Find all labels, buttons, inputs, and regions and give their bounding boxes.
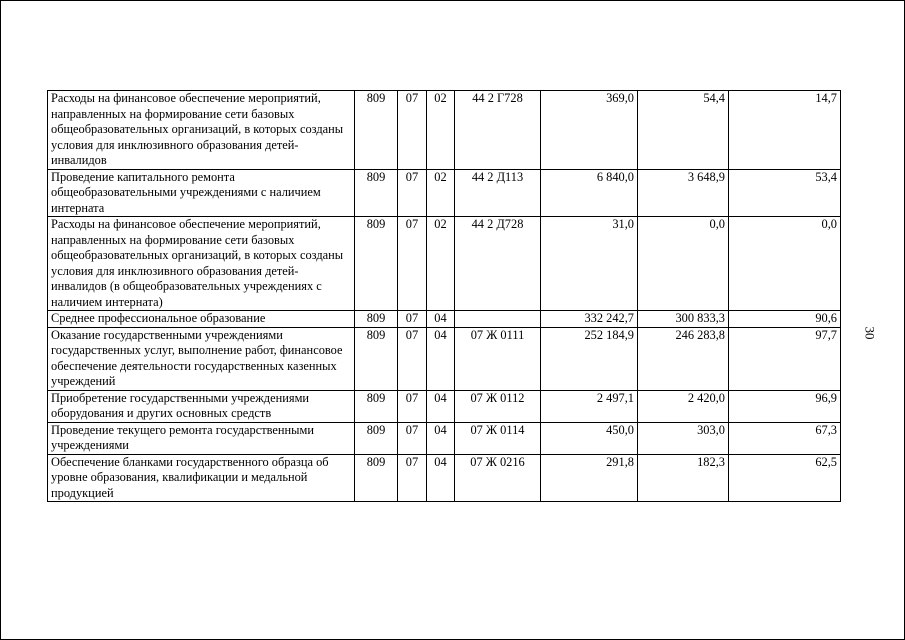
cell-percent: 53,4 xyxy=(729,169,841,217)
cell-fact: 246 283,8 xyxy=(638,327,729,390)
cell-grbs: 809 xyxy=(355,327,398,390)
table-row xyxy=(48,422,841,454)
cell-target-article: 07 Ж 0112 xyxy=(455,390,541,422)
cell-name: Расходы на финансовое обеспечение мероприятий, направленных на формирование сети базовых общеобразовательных организаций, в которых созданы условия для инклюзивного образования детей-инвалидов (в общеобразовательных учреждениях с наличием интерната) xyxy=(48,217,355,311)
cell-plan: 2 497,1 xyxy=(541,390,638,422)
cell-percent: 14,7 xyxy=(729,91,841,170)
cell-subsection: 02 xyxy=(427,91,455,170)
cell-target-article: 44 2 Д113 xyxy=(455,169,541,217)
cell-subsection: 04 xyxy=(427,454,455,502)
cell-name: Расходы на финансовое обеспечение мероприятий, направленных на формирование сети базовых общеобразовательных организаций, в которых созданы условия для инклюзивного образования детей-инвалидов xyxy=(48,91,355,170)
cell-subsection: 04 xyxy=(427,311,455,328)
cell-grbs: 809 xyxy=(355,454,398,502)
cell-percent: 96,9 xyxy=(729,390,841,422)
cell-percent: 0,0 xyxy=(729,217,841,311)
cell-subsection: 02 xyxy=(427,217,455,311)
cell-section: 07 xyxy=(398,390,427,422)
cell-target-article: 07 Ж 0111 xyxy=(455,327,541,390)
cell-percent: 67,3 xyxy=(729,422,841,454)
cell-subsection: 02 xyxy=(427,169,455,217)
cell-name: Проведение капитального ремонта общеобразовательными учреждениями с наличием интерната xyxy=(48,169,355,217)
cell-fact: 54,4 xyxy=(638,91,729,170)
cell-name: Обеспечение бланками государственного образца об уровне образования, квалификации и медальной продукцией xyxy=(48,454,355,502)
cell-percent: 62,5 xyxy=(729,454,841,502)
cell-plan: 6 840,0 xyxy=(541,169,638,217)
cell-fact: 3 648,9 xyxy=(638,169,729,217)
cell-section: 07 xyxy=(398,169,427,217)
cell-grbs: 809 xyxy=(355,169,398,217)
table-row xyxy=(48,169,841,217)
cell-fact: 0,0 xyxy=(638,217,729,311)
table-row xyxy=(48,217,841,311)
cell-fact: 2 420,0 xyxy=(638,390,729,422)
page-number: 30 xyxy=(862,326,878,340)
table-row xyxy=(48,311,841,328)
cell-target-article: 07 Ж 0114 xyxy=(455,422,541,454)
cell-section: 07 xyxy=(398,311,427,328)
table-row xyxy=(48,327,841,390)
cell-plan: 291,8 xyxy=(541,454,638,502)
cell-plan: 31,0 xyxy=(541,217,638,311)
cell-section: 07 xyxy=(398,91,427,170)
cell-name: Среднее профессиональное образование xyxy=(48,311,355,328)
cell-plan: 332 242,7 xyxy=(541,311,638,328)
budget-table xyxy=(47,90,841,502)
cell-percent: 90,6 xyxy=(729,311,841,328)
cell-grbs: 809 xyxy=(355,311,398,328)
cell-subsection: 04 xyxy=(427,390,455,422)
cell-name: Оказание государственными учреждениями государственных услуг, выполнение работ, финансовое обеспечение деятельности государственных казенных учреждений xyxy=(48,327,355,390)
cell-target-article: 44 2 Д728 xyxy=(455,217,541,311)
table-row xyxy=(48,454,841,502)
cell-fact: 303,0 xyxy=(638,422,729,454)
cell-name: Приобретение государственными учреждениями оборудования и других основных средств xyxy=(48,390,355,422)
table-row xyxy=(48,91,841,170)
cell-grbs: 809 xyxy=(355,422,398,454)
cell-section: 07 xyxy=(398,217,427,311)
cell-grbs: 809 xyxy=(355,390,398,422)
cell-section: 07 xyxy=(398,422,427,454)
cell-target-article: 07 Ж 0216 xyxy=(455,454,541,502)
cell-fact: 182,3 xyxy=(638,454,729,502)
cell-target-article xyxy=(455,311,541,328)
cell-section: 07 xyxy=(398,454,427,502)
cell-section: 07 xyxy=(398,327,427,390)
cell-subsection: 04 xyxy=(427,422,455,454)
cell-grbs: 809 xyxy=(355,217,398,311)
table-body xyxy=(48,91,841,502)
table-row xyxy=(48,390,841,422)
cell-target-article: 44 2 Г728 xyxy=(455,91,541,170)
cell-grbs: 809 xyxy=(355,91,398,170)
cell-plan: 252 184,9 xyxy=(541,327,638,390)
cell-percent: 97,7 xyxy=(729,327,841,390)
cell-plan: 450,0 xyxy=(541,422,638,454)
cell-fact: 300 833,3 xyxy=(638,311,729,328)
cell-subsection: 04 xyxy=(427,327,455,390)
cell-name: Проведение текущего ремонта государственными учреждениями xyxy=(48,422,355,454)
cell-plan: 369,0 xyxy=(541,91,638,170)
